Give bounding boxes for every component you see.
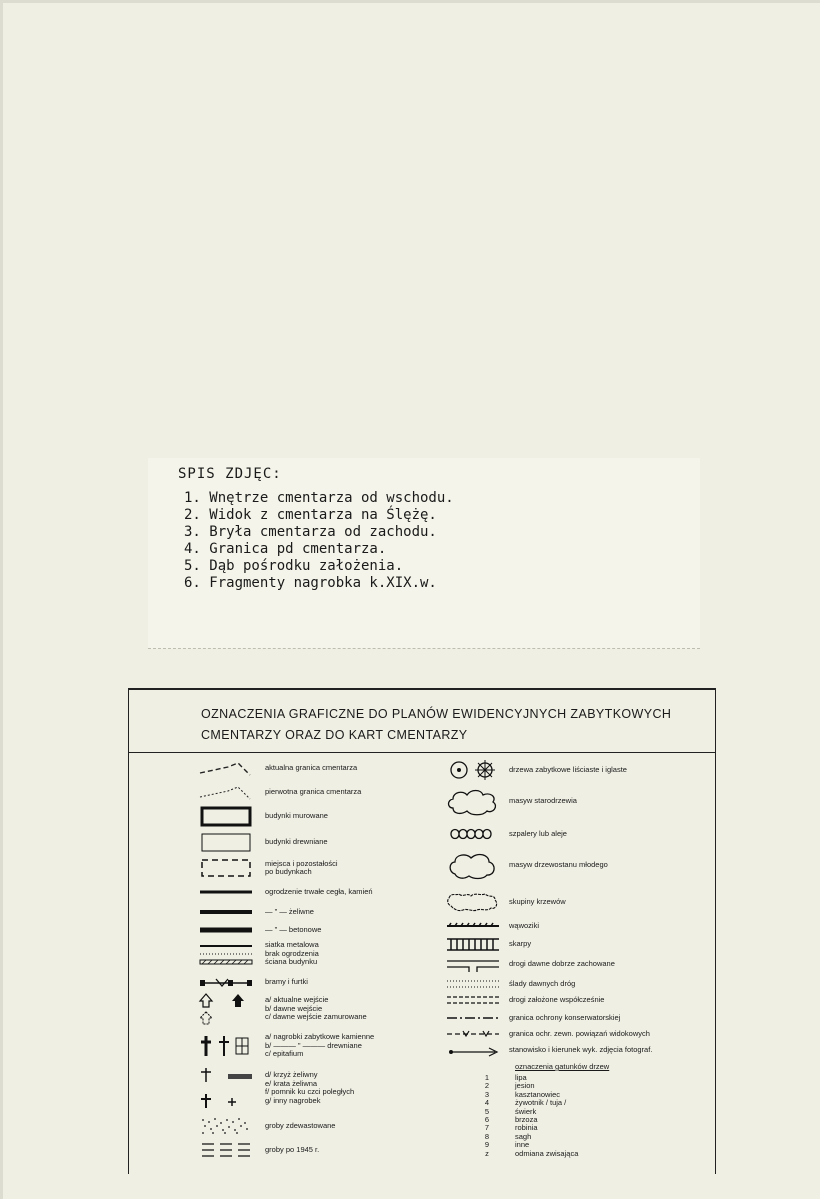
sheet-top-edge — [0, 0, 820, 3]
devastated-graves-icon — [195, 1116, 257, 1136]
building-remains-icon — [195, 858, 257, 878]
species-number: 7 — [484, 1123, 490, 1133]
legend-label: szpalery lub aleje — [509, 828, 567, 838]
species-row — [459, 1124, 699, 1132]
legend-row — [195, 882, 373, 902]
species-name: żywotnik / tuja / — [515, 1098, 567, 1108]
mesh-fence-icon — [195, 942, 257, 966]
tombstone-icon — [195, 1032, 257, 1060]
legend-label: skupiny krzewów — [509, 896, 566, 906]
shrub-group-icon — [445, 890, 501, 914]
legend-row — [195, 902, 314, 922]
species-number: 1 — [484, 1073, 490, 1082]
photo-list-item: 2. Widok z cmentarza na Ślężę. — [184, 507, 437, 523]
species-list — [459, 1074, 699, 1158]
legend-row — [445, 934, 531, 954]
permanent-fence-icon — [195, 882, 257, 902]
entrance-icon — [195, 992, 257, 1026]
tree-row-icon — [445, 824, 501, 844]
legend-card — [128, 688, 716, 1174]
legend-row — [195, 1116, 335, 1136]
species-heading: oznaczenia gatunków drzew — [515, 1062, 610, 1071]
legend-label: a/ aktualne wejście b/ dawne wejście c/ dawne wejście zamurowane — [265, 995, 367, 1022]
cross-icon — [195, 1066, 257, 1110]
legend-label: stanowisko i kierunek wyk. zdjęcia fotograf. — [509, 1044, 653, 1054]
legend-row — [445, 786, 577, 816]
post-1945-graves-icon — [195, 1140, 257, 1160]
viewpoint-arrow-icon — [445, 1040, 501, 1060]
legend-label: pierwotna granica cmentarza — [265, 786, 362, 796]
legend-label: — " — żeliwne — [265, 906, 314, 916]
legend-label: wąwoziki — [509, 920, 540, 930]
legend-row — [195, 782, 361, 802]
species-row — [459, 1150, 699, 1158]
wooden-building-icon — [195, 832, 257, 852]
legend-label: masyw drzewostanu młodego — [509, 859, 608, 869]
cast-iron-fence-icon — [195, 902, 257, 922]
legend-row — [445, 916, 539, 936]
species-name: inne — [515, 1140, 530, 1150]
photo-list-item: 5. Dąb pośrodku założenia. — [184, 558, 404, 574]
legend-label: siatka metalowa brak ogrodzenia ściana budynku — [265, 940, 319, 967]
species-name: świerk — [515, 1106, 537, 1116]
legend-row — [195, 942, 319, 966]
legend-title-line1: OZNACZENIA GRAFICZNE DO PLANÓW EWIDENCYJNYCH ZABYTKOWYCH — [201, 707, 672, 721]
legend-row — [445, 824, 567, 844]
gate-icon — [195, 972, 257, 992]
hollow-icon — [445, 916, 501, 936]
species-name: lipa — [515, 1073, 527, 1082]
species-row — [459, 1116, 699, 1124]
legend-row — [445, 1040, 652, 1060]
species-name: kasztanowiec — [515, 1089, 561, 1099]
photo-list-item: 1. Wnętrze cmentarza od wschodu. — [184, 490, 454, 506]
legend-row — [195, 992, 367, 1026]
species-row — [459, 1091, 699, 1099]
legend-label: miejsca i pozostałości po budynkach — [265, 858, 338, 876]
species-row — [459, 1108, 699, 1116]
old-tree-mass-icon — [445, 786, 501, 816]
legend-row — [195, 1066, 354, 1110]
legend-label: groby po 1945 r. — [265, 1144, 320, 1154]
species-row — [459, 1082, 699, 1090]
species-row — [459, 1074, 699, 1082]
legend-label: groby zdewastowane — [265, 1120, 336, 1130]
legend-row — [195, 806, 328, 826]
brick-building-icon — [195, 806, 257, 826]
legend-label: granica ochrony konserwatorskiej — [509, 1012, 621, 1022]
species-name: sagh — [515, 1131, 532, 1141]
legend-label: masyw starodrzewia — [509, 795, 577, 805]
legend-row — [445, 760, 627, 780]
photo-list-item: 4. Granica pd cmentarza. — [184, 541, 387, 557]
legend-row — [195, 972, 308, 992]
photo-list-item: 6. Fragmenty nagrobka k.XIX.w. — [184, 575, 437, 591]
legend-row — [445, 890, 566, 914]
legend-row — [445, 850, 608, 880]
photo-list — [184, 490, 454, 592]
young-tree-mass-icon — [445, 850, 501, 880]
species-number: 4 — [484, 1098, 490, 1108]
legend-row — [195, 832, 328, 852]
species-number: 9 — [484, 1140, 490, 1150]
legend-label: budynki drewniane — [265, 836, 328, 846]
species-number: 6 — [484, 1114, 490, 1124]
species-row — [459, 1141, 699, 1149]
legend-label: ślady dawnych dróg — [509, 978, 576, 988]
legend-label: granica ochr. zewn. powiązań widokowych — [509, 1028, 650, 1038]
original-boundary-icon — [195, 782, 257, 802]
legend-row — [195, 920, 321, 940]
legend-label: aktualna granica cmentarza — [265, 762, 358, 772]
legend-row — [445, 954, 615, 974]
species-row — [459, 1133, 699, 1141]
slope-icon — [445, 934, 501, 954]
legend-title-line2: CMENTARZY ORAZ DO KART CMENTARZY — [201, 728, 468, 742]
tree-icon — [445, 760, 501, 780]
concrete-fence-icon — [195, 920, 257, 940]
legend-label: skarpy — [509, 938, 532, 948]
species-number: 8 — [484, 1131, 490, 1141]
photo-list-item: 3. Bryła cmentarza od zachodu. — [184, 524, 437, 540]
old-road-icon — [445, 954, 501, 974]
legend-label: drogi dawne dobrze zachowane — [509, 958, 615, 968]
species-number: 3 — [484, 1089, 490, 1099]
legend-label: drzewa zabytkowe liściaste i iglaste — [509, 764, 627, 774]
legend-row — [195, 1032, 374, 1060]
species-number: 2 — [484, 1081, 490, 1091]
legend-header — [129, 690, 715, 753]
dashed-boundary-icon — [195, 758, 257, 778]
legend-row — [445, 990, 604, 1010]
species-row — [459, 1099, 699, 1107]
photo-list-title: SPIS ZDJĘC: — [178, 466, 282, 482]
sheet-left-edge — [0, 0, 3, 1199]
legend-label: d/ krzyż żeliwny e/ krata żeliwna f/ pomnik ku czci poległych g/ inny nagrobek — [265, 1070, 355, 1105]
legend-row — [195, 758, 357, 778]
modern-road-icon — [445, 990, 501, 1010]
species-name: brzoza — [515, 1114, 538, 1124]
species-name: jesion — [515, 1081, 535, 1091]
species-number: z — [485, 1148, 489, 1158]
legend-row — [195, 1140, 319, 1160]
legend-label: budynki murowane — [265, 810, 328, 820]
legend-label: ogrodzenie trwałe cegła, kamień — [265, 886, 373, 896]
legend-label: a/ nagrobki zabytkowe kamienne b/ ——— " ——— drewniane c/ epitafium — [265, 1032, 375, 1059]
legend-row — [195, 858, 338, 878]
legend-label: — " — betonowe — [265, 924, 322, 934]
photo-list-slip — [148, 458, 700, 649]
legend-label: drogi założone współcześnie — [509, 994, 605, 1004]
species-number: 5 — [484, 1106, 490, 1116]
species-name: odmiana zwisająca — [515, 1148, 579, 1158]
legend-title — [201, 704, 701, 746]
legend-label: bramy i furtki — [265, 976, 308, 986]
species-name: robinia — [515, 1123, 538, 1133]
